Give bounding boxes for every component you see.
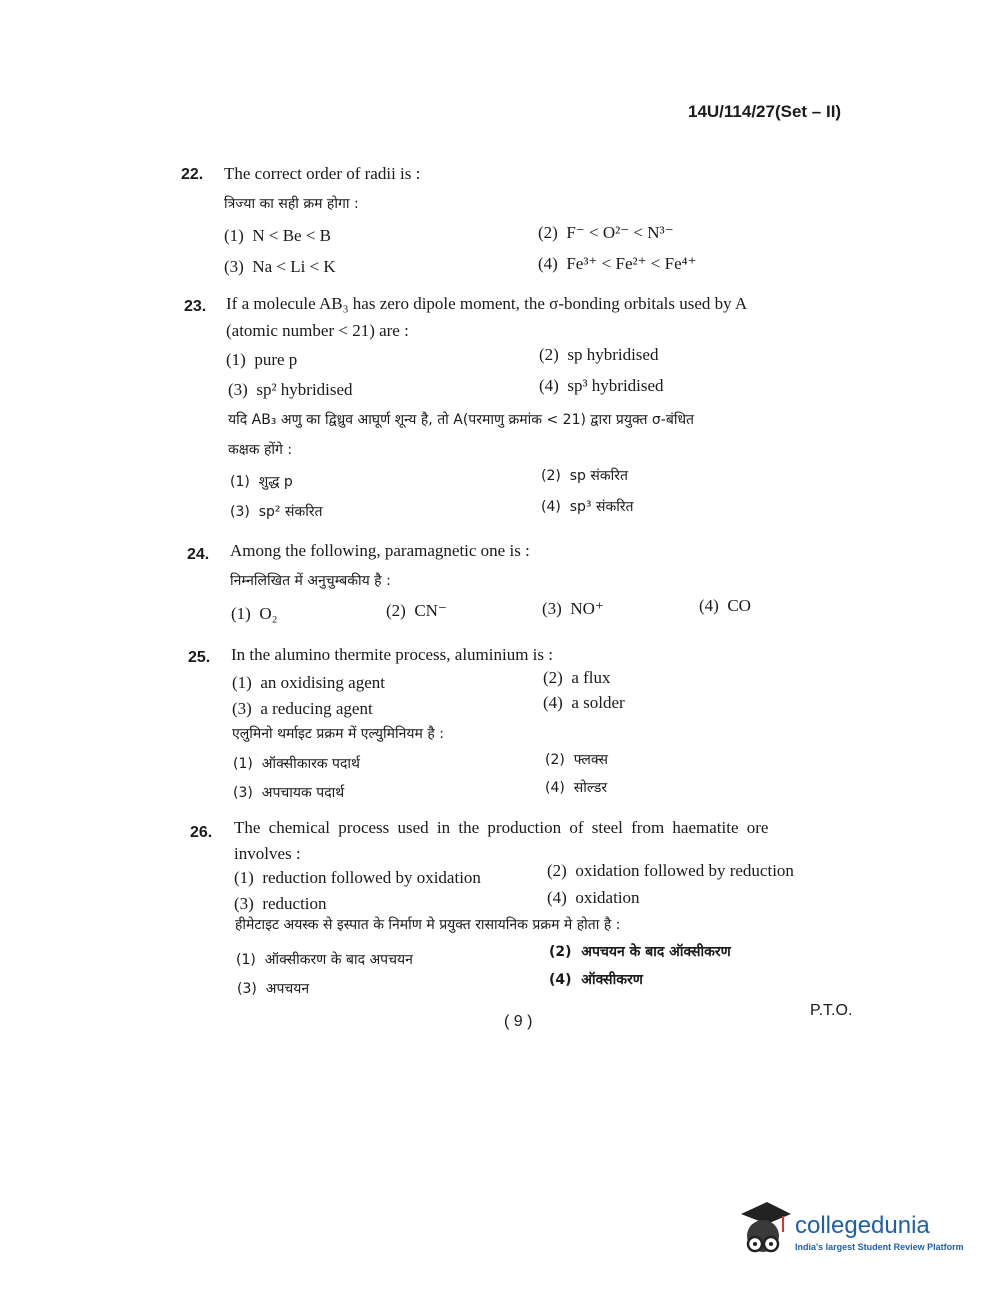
option-1: (1) O₂ <box>231 604 278 623</box>
brand-tagline: India's largest Student Review Platform <box>795 1242 964 1252</box>
option-2: (2) sp hybridised <box>539 345 659 364</box>
option-2: (2) a flux <box>543 668 611 687</box>
option-1: (1) pure p <box>226 350 298 369</box>
option-4-hi: (4) ऑक्सीकरण <box>549 972 643 988</box>
option-3-hi: (3) अपचायक पदार्थ <box>233 785 345 801</box>
option-2-hi: (2) अपचयन के बाद ऑक्सीकरण <box>549 944 731 960</box>
option-1-hi: (1) ऑक्सीकरण के बाद अपचयन <box>236 952 413 968</box>
option-4: (4) CO <box>699 596 751 615</box>
question-text-en: If a molecule AB₃ has zero dipole moment, the σ-bonding orbitals used by A <box>226 294 748 313</box>
question-text-hi-cont: कक्षक होंगे : <box>228 442 293 458</box>
question-text-en-cont: (atomic number < 21) are : <box>226 321 409 340</box>
option-2-hi: (2) फ्लक्स <box>545 752 608 768</box>
option-3: (3) sp² hybridised <box>228 380 353 399</box>
option-3-hi: (3) sp² संकरित <box>230 504 323 520</box>
option-4: (4) sp³ hybridised <box>539 376 664 395</box>
question-number: 25. <box>188 649 211 666</box>
mascot-icon <box>733 1196 793 1266</box>
question-text-en-cont: involves : <box>234 844 301 863</box>
option-3-hi: (3) अपचयन <box>237 981 310 997</box>
question-text-hi: हीमेटाइट अयस्क से इस्पात के निर्माण मे प्रयुक्त रासायनिक प्रक्रम मे होता है : <box>235 917 621 933</box>
option-1: (1) N < Be < B <box>224 226 332 245</box>
question-number: 22. <box>181 166 204 183</box>
question-text-en: The chemical process used in the production of steel from haematite ore <box>234 818 769 837</box>
option-2-hi: (2) sp संकरित <box>541 468 628 484</box>
question-text-hi: त्रिज्या का सही क्रम होगा : <box>224 196 359 212</box>
option-1-hi: (1) ऑक्सीकारक पदार्थ <box>233 756 360 772</box>
question-text-en: Among the following, paramagnetic one is : <box>230 541 530 560</box>
option-1: (1) an oxidising agent <box>232 673 385 692</box>
question-number: 23. <box>184 298 207 315</box>
option-1: (1) reduction followed by oxidation <box>234 868 481 887</box>
option-4: (4) oxidation <box>547 888 640 907</box>
option-3: (3) a reducing agent <box>232 699 373 718</box>
page-number: ( 9 ) <box>504 1013 533 1030</box>
option-4: (4) a solder <box>543 693 625 712</box>
brand-name: collegedunia <box>795 1212 930 1239</box>
option-3: (3) reduction <box>234 894 327 913</box>
pto-label: P.T.O. <box>810 1002 853 1019</box>
option-2: (2) CN⁻ <box>386 601 447 620</box>
question-text-hi: निम्नलिखित में अनुचुम्बकीय है : <box>230 573 391 589</box>
question-number: 24. <box>187 546 210 563</box>
option-3: (3) NO⁺ <box>542 599 604 618</box>
question-text-hi: यदि AB₃ अणु का द्विध्रुव आघूर्ण शून्य है, तो A(परमाणु क्रमांक < 21) द्वारा प्रयुक्त σ-बंधित <box>228 412 695 428</box>
question-number: 26. <box>190 824 213 841</box>
option-4: (4) Fe³⁺ < Fe²⁺ < Fe⁴⁺ <box>538 254 697 273</box>
paper-code: 14U/114/27(Set – II) <box>688 102 842 121</box>
question-text-en: The correct order of radii is : <box>224 164 421 183</box>
question-text-hi: एलुमिनो थर्माइट प्रक्रम में एल्युमिनियम है : <box>232 726 444 742</box>
option-4-hi: (4) sp³ संकरित <box>541 499 634 515</box>
option-4-hi: (4) सोल्डर <box>545 780 608 796</box>
option-2: (2) F⁻ < O²⁻ < N³⁻ <box>538 223 674 242</box>
option-2: (2) oxidation followed by reduction <box>547 861 794 880</box>
collegedunia-watermark <box>733 1196 968 1266</box>
option-3: (3) Na < Li < K <box>224 257 336 276</box>
question-text-en: In the alumino thermite process, aluminium is : <box>231 645 553 664</box>
option-1-hi: (1) शुद्ध p <box>230 474 293 490</box>
